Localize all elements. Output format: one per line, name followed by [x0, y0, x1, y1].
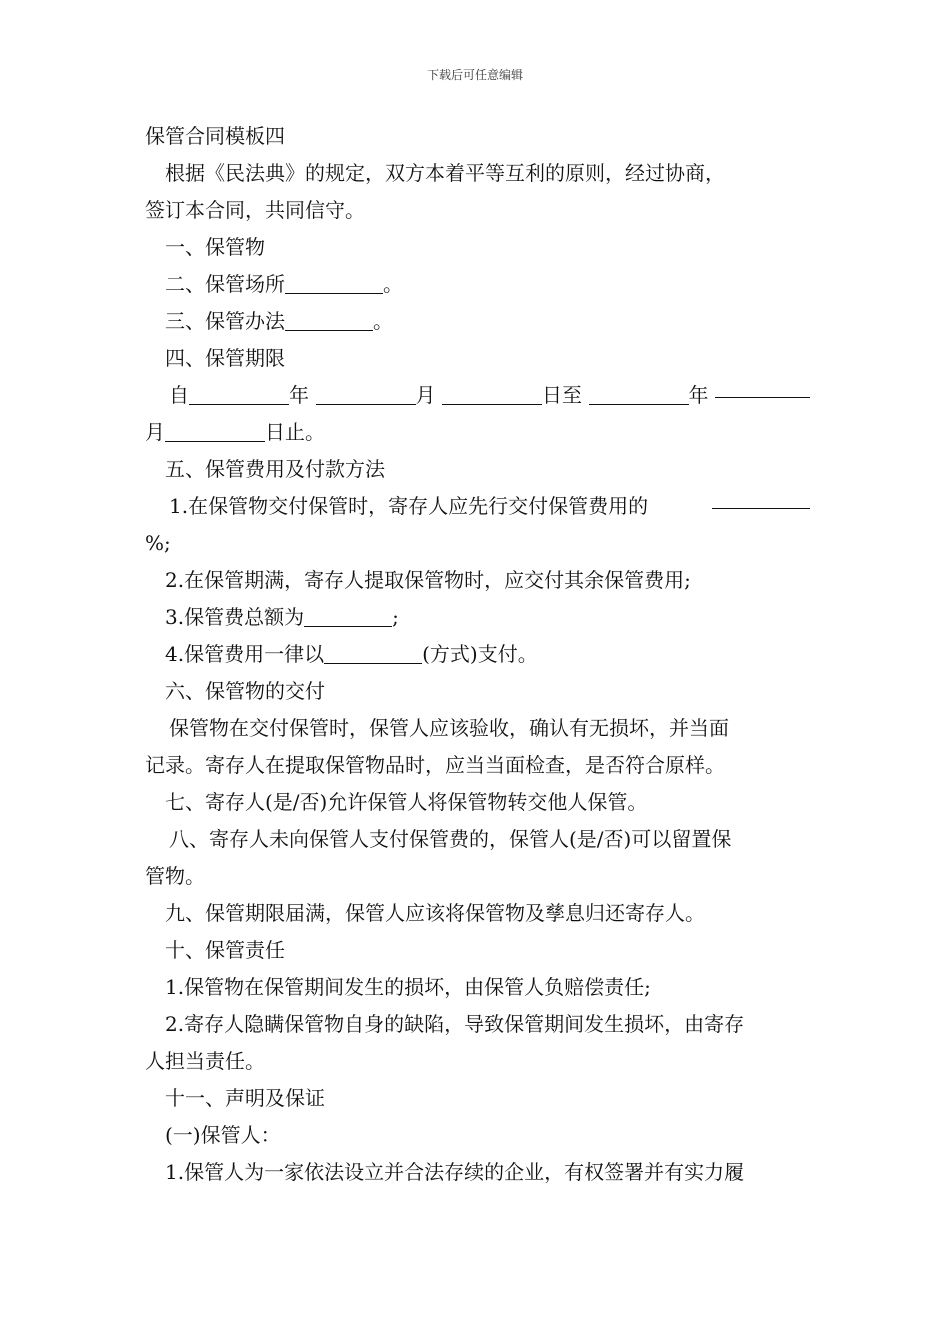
- section-4-heading: 四、保管期限: [165, 346, 285, 370]
- section-5-item-3-end: ;: [392, 605, 399, 629]
- section-3-label: 三、保管办法: [165, 309, 285, 333]
- start-day-blank: [442, 384, 542, 405]
- section-5-item-3-text: 3.保管费总额为: [165, 605, 305, 629]
- period-month-label: 月: [415, 383, 436, 407]
- section-5-item-4-end: (方式)支付。: [422, 642, 538, 666]
- document-body: [145, 118, 810, 1191]
- method-blank: [285, 310, 373, 331]
- start-year-blank: [189, 384, 289, 405]
- section-3-end: 。: [373, 309, 393, 333]
- section-6-body-1: 保管物在交付保管时，保管人应该验收，确认有无损坏，并当面: [169, 716, 729, 740]
- section-5-item-1: [145, 488, 810, 525]
- section-10-item-1: 1.保管物在保管期间发生的损坏，由保管人负赔偿责任;: [165, 975, 651, 999]
- period-day-to-label: 日至: [542, 383, 582, 407]
- section-2-label: 二、保管场所: [165, 272, 285, 296]
- total-fee-blank: [304, 606, 392, 627]
- period-year2-label: 年: [688, 383, 709, 407]
- page-header: 下载后可任意编辑: [426, 68, 523, 82]
- section-2-end: 。: [383, 272, 403, 296]
- section-10-heading: 十、保管责任: [165, 938, 285, 962]
- section-11-item-1: 1.保管人为一家依法设立并合法存续的企业，有权签署并有实力履: [165, 1160, 745, 1184]
- section-5-item-4-text: 4.保管费用一律以: [165, 642, 325, 666]
- section-8-line-1: 八、寄存人未向保管人支付保管费的，保管人(是/否)可以留置保: [169, 827, 732, 851]
- document-title: 保管合同模板四: [145, 124, 285, 148]
- section-5-item-3: [145, 599, 810, 636]
- section-7: 七、寄存人(是/否)允许保管人将保管物转交他人保管。: [165, 790, 648, 814]
- period-from: 自: [169, 383, 189, 407]
- section-10-item-2-line-2: 人担当责任。: [145, 1049, 265, 1073]
- period-line-2: [145, 414, 810, 451]
- section-11-heading: 十一、声明及保证: [165, 1086, 325, 1110]
- period-end-label: 日止。: [265, 420, 325, 444]
- section-5-item-1-end: %;: [145, 531, 171, 555]
- section-6-body-2: 记录。寄存人在提取保管物品时，应当当面检查，是否符合原样。: [145, 753, 725, 777]
- end-day-blank: [165, 421, 265, 442]
- place-blank: [285, 273, 383, 294]
- intro-line-2: 签订本合同，共同信守。: [145, 198, 365, 222]
- section-8-line-2: 管物。: [145, 864, 205, 888]
- period-month2-label: 月: [145, 420, 165, 444]
- section-10-item-2-line-1: 2.寄存人隐瞒保管物自身的缺陷，导致保管期间发生损坏，由寄存: [165, 1012, 745, 1036]
- section-6-heading: 六、保管物的交付: [165, 679, 325, 703]
- end-year-blank: [589, 384, 689, 405]
- period-line: [145, 377, 810, 414]
- section-2-line: [145, 266, 810, 303]
- section-5-item-4: [145, 636, 810, 673]
- section-5-heading: 五、保管费用及付款方法: [165, 457, 385, 481]
- section-5-item-2: 2.在保管期满，寄存人提取保管物时，应交付其余保管费用;: [165, 568, 691, 592]
- intro-line-1: 根据《民法典》的规定，双方本着平等互利的原则，经过协商，: [165, 161, 725, 185]
- start-month-blank: [316, 384, 416, 405]
- period-year-label: 年: [289, 383, 309, 407]
- prepay-percent-blank: [712, 488, 810, 509]
- section-5-item-1-text: 1.在保管物交付保管时，寄存人应先行交付保管费用的: [169, 494, 649, 518]
- section-9: 九、保管期限届满，保管人应该将保管物及孳息归还寄存人。: [165, 901, 705, 925]
- end-month-blank: [715, 377, 810, 398]
- section-3-line: [145, 303, 810, 340]
- section-1-heading: 一、保管物: [165, 235, 265, 259]
- section-11-subheading: (一)保管人：: [165, 1123, 281, 1147]
- payment-method-blank: [324, 643, 422, 664]
